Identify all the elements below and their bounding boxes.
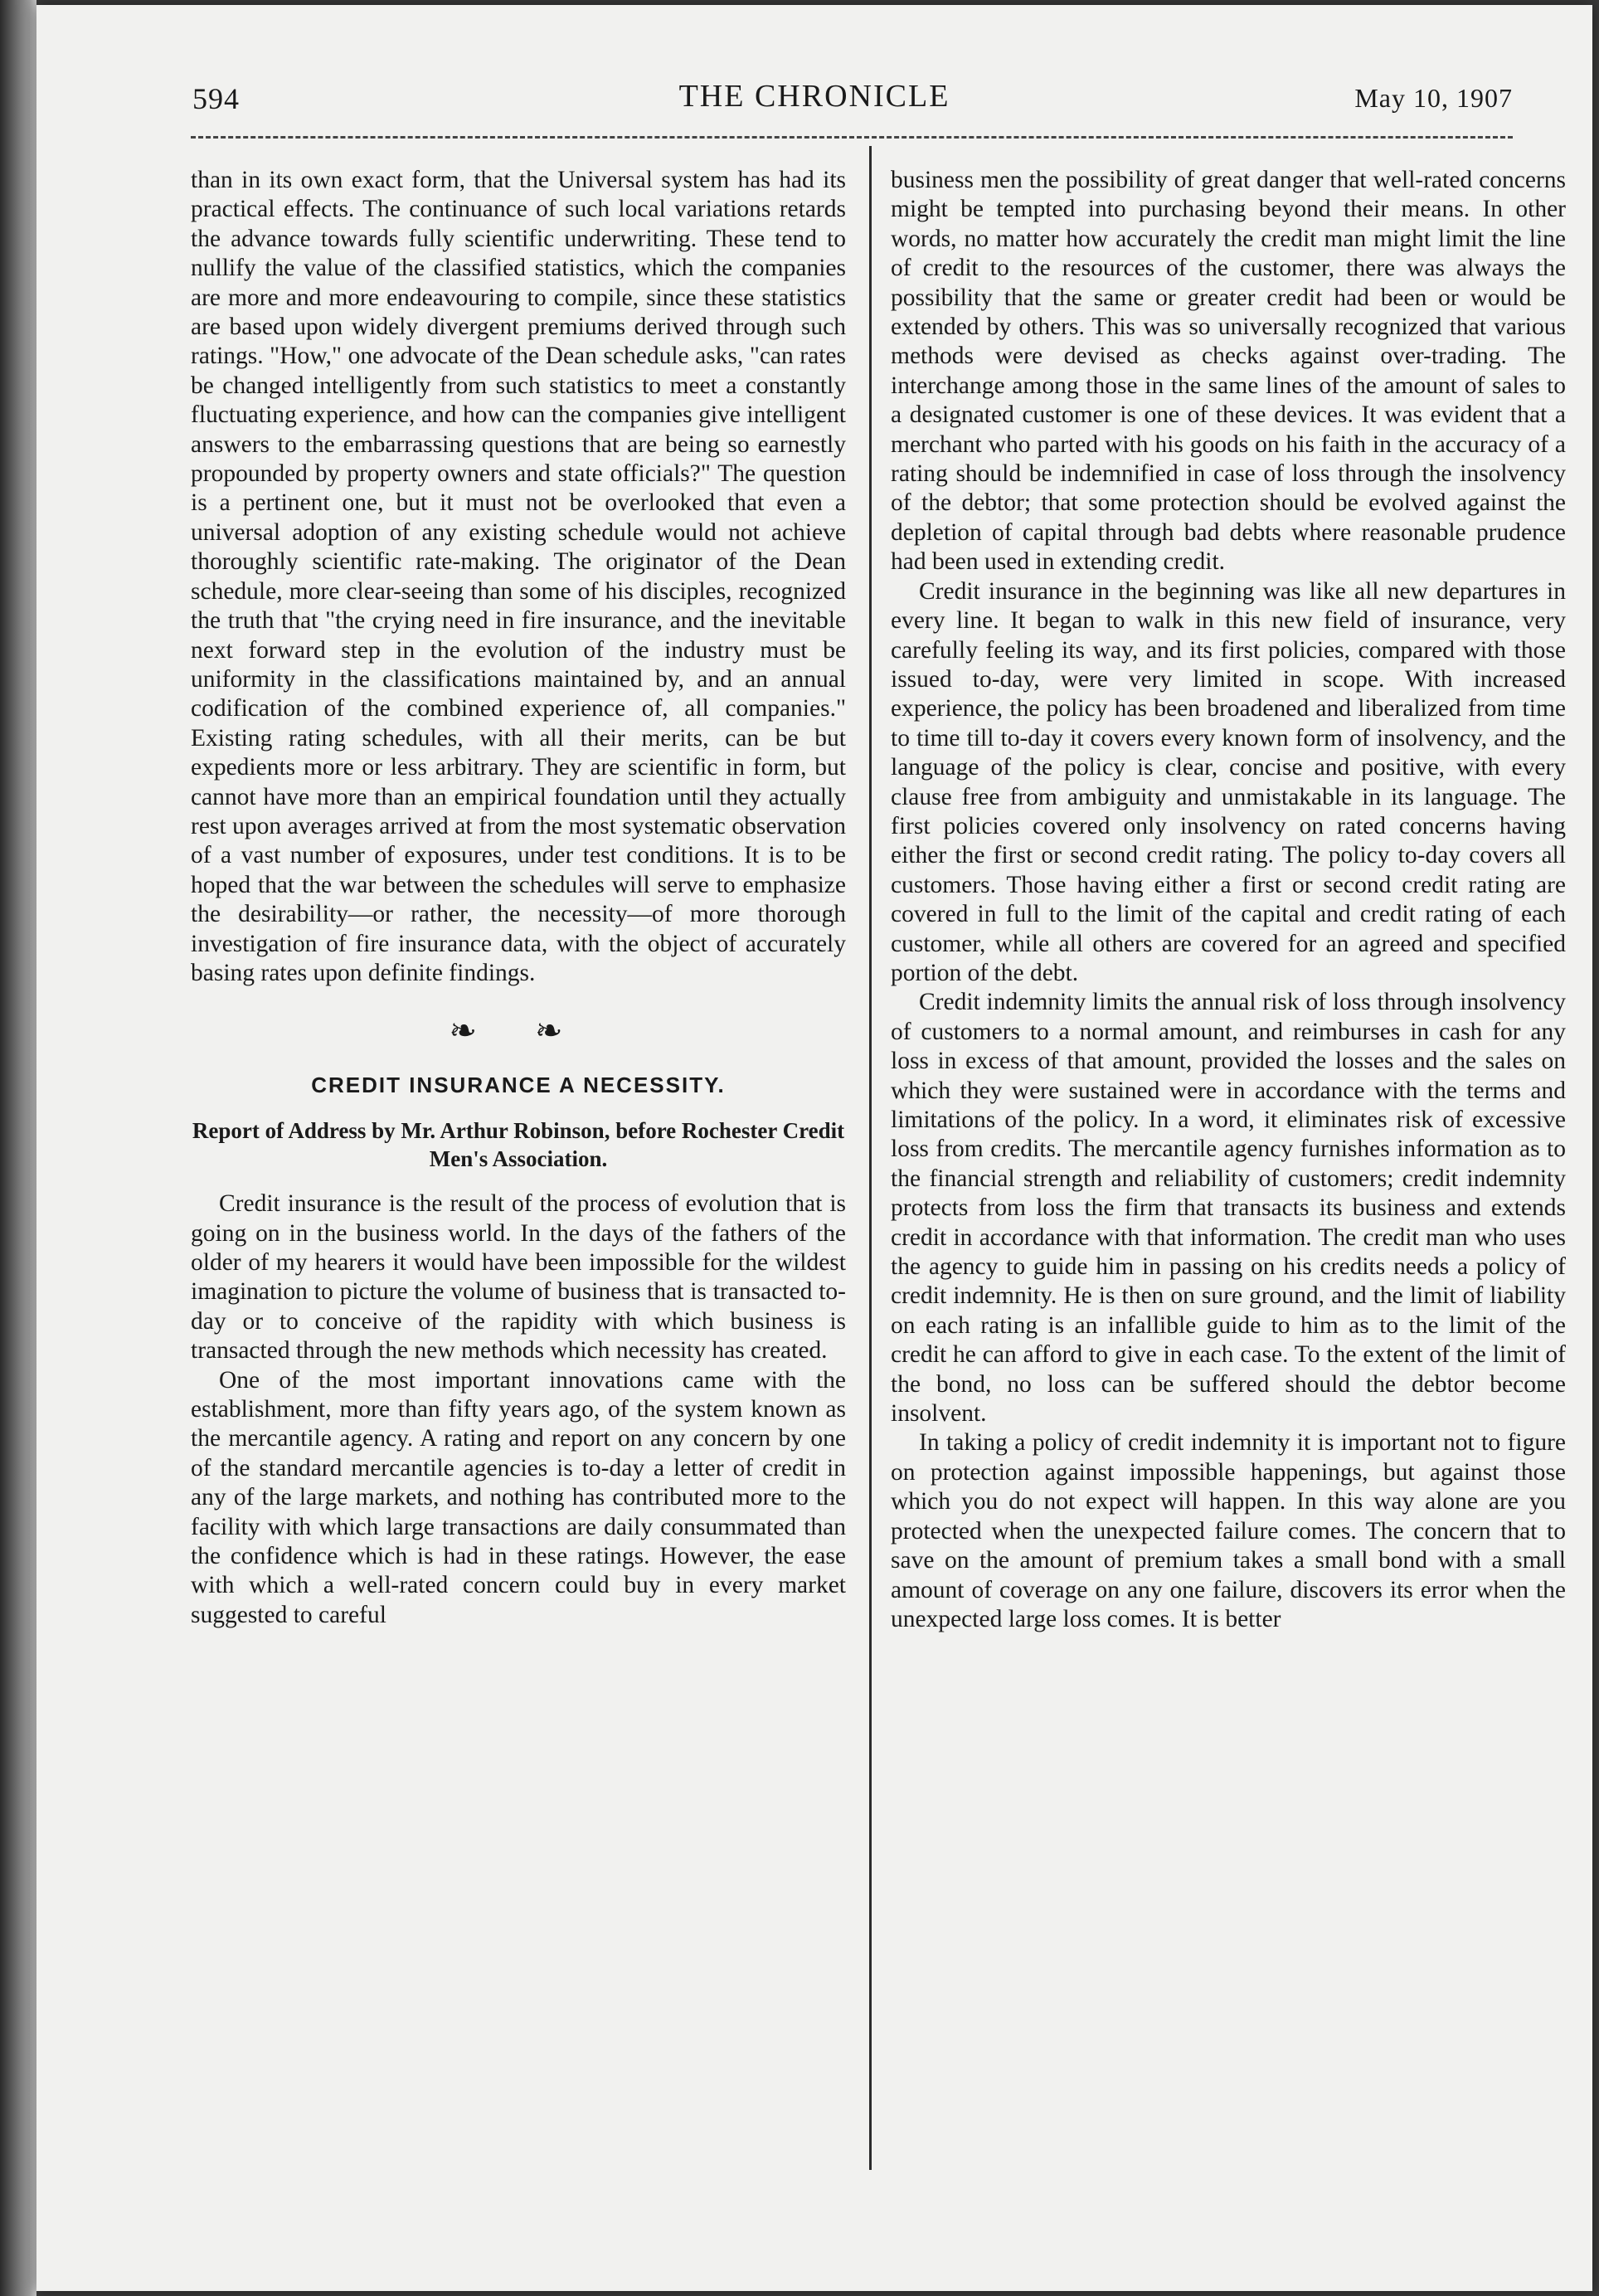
page-number: 594	[192, 82, 240, 115]
header-rule	[191, 136, 1513, 139]
body-paragraph: Credit insurance in the beginning was like all new departures in every line. It began to walk in this new field of insurance, very carefully feeling its way, and its first policies, compared with those issued to-day, were very limited in scope. With increased experience, the policy has been broadened and liberalized from time to time till to-day it covers every known form of insolvency, and the language of the policy is clear, concise and positive, with every clause free from ambiguity and unmistakable in its language. The first policies covered only insolvency on rated concerns having either the first or second credit rating. The policy to-day covers all customers. Those having either a first or second credit rating are covered in full to the limit of the capital and credit rating of each customer, while all others are covered for an agreed and specified portion of the debt.	[891, 577, 1566, 986]
newspaper-page	[36, 5, 1592, 2291]
column-divider	[869, 146, 872, 2170]
page-header	[36, 78, 1592, 128]
article-subtitle: Report of Address by Mr. Arthur Robinson, before Rochester Credit Men's Association.	[192, 1118, 845, 1172]
article-title: CREDIT INSURANCE A NECESSITY.	[311, 1072, 726, 1097]
page-binding-edge	[0, 0, 36, 2296]
body-paragraph: In taking a policy of credit indemnity it is important not to figure on protection against impossible happenings, but against those which you do not expect will happen. In this way alone are you protected when the unexpected failure comes. The concern that to save on the amount of premium takes a small bond with a small amount of coverage on any one failure, discovers its error when the unexpected large loss comes. It is better	[891, 1429, 1566, 1632]
body-paragraph: business men the possibility of great danger that well-rated concerns might be tempted into purchasing beyond their means. In other words, no matter how accurately the credit man might limit the line of credit to the resources of the customer, there was always the possibility that the same or greater credit had been or would be extended by others. This was so universally recognized that various methods were devised as checks against over-trading. The interchange among those in the same lines of the amount of sales to a designated customer is one of these devices. It was evident that a merchant who parted with his goods on his faith in the accuracy of a rating should be indemnified in case of loss through the insolvency of the debtor; that some protection should be evolved against the depletion of capital through bad debts where reasonable prudence had been used in extending credit.	[891, 167, 1566, 576]
article-paragraph: One of the most important innovations came with the establishment, more than fifty years ago, of the system known as the mercantile agency. A rating and report on any concern by one of the standard mercantile agencies is to-day a letter of credit in any of the large markets, and nothing has contributed more to the facility with which large transactions are daily consummated than the confidence which is had in these ratings. However, the ease with which a well-rated concern could buy in every market suggested to careful	[191, 1366, 846, 1628]
issue-date: May 10, 1907	[1354, 83, 1513, 113]
article-paragraph: Credit insurance is the result of the process of evolution that is going on in the business world. In the days of the fathers of the older of my hearers it would have been impossible for the wildest imagination to picture the volume of business that is transacted to-day or to conceive of the rapidity with which business is transacted through the new methods which necessity has created.	[191, 1190, 846, 1364]
masthead-title: THE CHRONICLE	[678, 79, 950, 114]
body-paragraph: Credit indemnity limits the annual risk of loss through insolvency of customers to a normal amount, and reimburses in cash for any loss in excess of that amount, provided the losses and the sales on which they were sustained were in accordance with the terms and limitations of the policy. In a word, it eliminates risk of excessive loss from credits. The mercantile agency furnishes information as to the financial strength and reliability of customers; credit indemnity protects from loss the firm that transacts its business and extends credit in accordance with that information. The credit man who uses the agency to guide him in passing on his credits needs a policy of credit indemnity. He is then on sure ground, and the limit of liability on each rating is an infallible guide to him as to the limit of the credit he can afford to give in each case. To the extent of the limit of the bond, no loss can be suffered should the debtor become insolvent.	[891, 989, 1566, 1428]
left-column	[191, 166, 846, 1630]
right-column	[891, 166, 1566, 1634]
body-paragraph: than in its own exact form, that the Universal system has had its practical effects. The continuance of such local variations retards the advance towards fully scientific underwriting. These tend to nullify the value of the classified statistics, which the companies are more and more endeavouring to compile, since these statistics are based upon widely divergent premiums derived through such ratings. "How," one advocate of the Dean schedule asks, "can rates be changed intelligently from such statistics to meet a constantly fluctuating experience, and how can the companies give intelligent answers to the embarrassing questions that are being so earnestly propounded by property owners and state officials?" The question is a pertinent one, but it must not be overlooked that even a universal adoption of any existing schedule would not achieve thoroughly scientific rate-making. The originator of the Dean schedule, more clear-seeing than some of his disciples, recognized the truth that "the crying need in fire insurance, and the inevitable next forward step in the evolution of the industry must be uniformity in the classifications maintained by, and an annual codification of the combined experience of, all companies." Existing rating schedules, with all their merits, can be but expedients more or less arbitrary. They are scientific in form, but cannot have more than an empirical foundation until they actually rest upon averages arrived at from the most systematic observation of a vast number of exposures, under test conditions. It is to be hoped that the war between the schedules will serve to emphasize the desirability—or rather, the necessity—of more thorough investigation of fire insurance data, with the object of accurately basing rates upon definite findings.	[191, 167, 846, 986]
section-ornament: ❧ ❧	[449, 1012, 588, 1050]
